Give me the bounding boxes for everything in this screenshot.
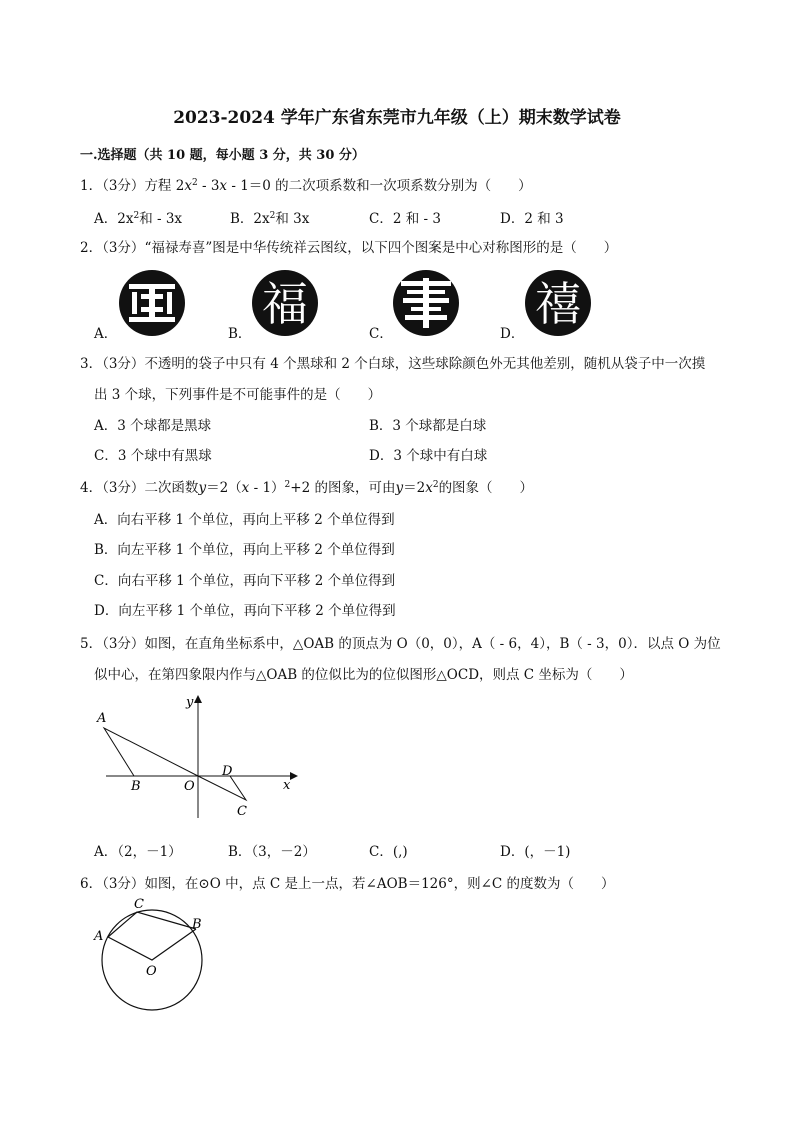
question-text: 如图，在直角坐标系中，△OAB 的顶点为 O（0，0），A（ - 6，4），B（ - 3，0）．以点 O 为位 [144,636,721,652]
question-text: +2 的图象，可由 [290,480,396,496]
question-text: y [395,480,404,496]
question-text: “福禄寿喜”图是中华传统祥云图纹，以下四个图案是中心对称图形的是（ ） [144,240,618,256]
q3-option-c[interactable]: C．3 个球中有黑球 [94,448,212,464]
question-5 [80,632,721,652]
emblem-b-image[interactable] [250,268,320,338]
question-number: 5． [80,636,103,652]
question-text: x [184,178,192,194]
q2-option-a[interactable]: A． [94,326,118,342]
label-a: A [97,711,107,726]
question-number: 6． [80,876,103,892]
triangle-oab [104,728,198,776]
label-b: B [192,917,202,932]
emblem-b-glyph: 福 [262,277,308,331]
q4-option-a[interactable]: A．向右平移 1 个单位，再向上平移 2 个单位得到 [94,512,395,528]
question-text: ＝2（ [206,480,242,496]
q5-option-a[interactable]: A．（2，－1） [94,844,182,860]
question-text: 不透明的袋子中只有 4 个黑球和 2 个白球，这些球除颜色外无其他差别，随机从袋子中一次摸 [144,356,706,372]
q3-option-a[interactable]: A．3 个球都是黑球 [94,418,212,434]
x-axis-arrow [290,772,298,780]
coordinate-figure [94,690,304,820]
question-6 [80,872,615,892]
section-heading: 一.选择题（共 10 题，每小题 3 分，共 30 分） [80,148,365,163]
question-score: （3分） [102,636,145,652]
label-b: B [131,779,141,794]
q1-option-a[interactable] [94,207,182,227]
question-score: （3分） [102,178,145,194]
q5-option-d[interactable]: D．(，－1) [500,844,571,860]
label-c: C [237,804,247,819]
inscribed-angle-acb [108,912,196,937]
question-4 [80,476,533,496]
option-text: 和 - 3x [139,211,183,227]
question-text: - 1） [249,480,285,496]
question-1 [80,174,532,194]
question-text: - 1＝0 的二次项系数和一次项系数分别为（ ） [227,178,532,194]
superscript: 2 [269,211,276,221]
question-score: （3分） [102,240,145,256]
emblem-d-glyph: 禧 [535,277,581,331]
emblem-a-image[interactable] [117,268,187,338]
superscript: 2 [284,480,291,490]
superscript: 2 [432,480,439,490]
question-text: x [219,178,228,194]
central-angle-aob [108,929,196,960]
label-x: x [283,778,291,793]
label-o: O [184,779,195,794]
question-text: 二次函数 [144,480,199,496]
q2-option-b[interactable]: B． [228,326,252,342]
question-3 [80,352,705,372]
question-text: - 3 [197,178,220,194]
q4-option-c[interactable]: C．向右平移 1 个单位，再向下平移 2 个单位得到 [94,573,396,589]
emblem-c-image[interactable] [391,268,461,338]
question-text: x [241,480,250,496]
q2-option-c[interactable]: C． [369,326,393,342]
q3-option-b[interactable]: B．3 个球都是白球 [369,418,487,434]
q1-option-b[interactable] [230,207,309,227]
question-3-line-2: 出 3 个球，下列事件是不可能事件的是（ ） [94,387,382,403]
label-y: y [186,695,194,710]
question-score: （3分） [102,876,145,892]
question-number: 3． [80,356,103,372]
emblem-d-image[interactable] [523,268,593,338]
question-5-line-2: 似中心，在第四象限内作与△OAB 的位似比为的位似图形△OCD，则点 C 坐标为（ ） [94,667,633,683]
label-d: D [222,764,233,779]
label-c: C [134,897,144,912]
option-text: A．2x [94,211,134,227]
page-title: 2023-2024 学年广东省东莞市九年级（上）期末数学试卷 [173,108,621,128]
circle-figure [88,895,218,1020]
label-a: A [94,929,104,944]
question-number: 2． [80,240,103,256]
option-text: B．2x [230,211,270,227]
question-score: （3分） [102,356,145,372]
question-text: 如图，在⊙O 中，点 C 是上一点，若∠AOB＝126°，则∠C 的度数为（ ） [144,876,615,892]
question-text: y [198,480,207,496]
question-text: ＝2 [403,480,426,496]
superscript: 2 [191,178,198,188]
superscript: 2 [133,211,140,221]
question-text: 方程 2 [144,178,185,194]
q2-option-d[interactable]: D． [500,326,525,342]
question-number: 4． [80,480,103,496]
question-2 [80,236,617,256]
question-score: （3分） [102,480,145,496]
option-text: 和 3x [275,211,310,227]
y-axis-arrow [194,695,202,703]
question-text: x [425,480,433,496]
q4-option-d[interactable]: D．向左平移 1 个单位，再向下平移 2 个单位得到 [94,603,396,619]
q1-option-d[interactable]: D．2 和 3 [500,211,564,227]
q5-option-c[interactable]: C．(,) [369,844,408,860]
label-o: O [146,964,157,979]
q3-option-d[interactable]: D．3 个球中有白球 [369,448,488,464]
question-number: 1． [80,178,103,194]
q1-option-c[interactable]: C．2 和 - 3 [369,211,441,227]
q4-option-b[interactable]: B．向左平移 1 个单位，再向上平移 2 个单位得到 [94,542,395,558]
q5-option-b[interactable]: B．（3，－2） [228,844,316,860]
question-text: 的图象（ ） [438,480,534,496]
triangle-ocd [198,776,246,800]
